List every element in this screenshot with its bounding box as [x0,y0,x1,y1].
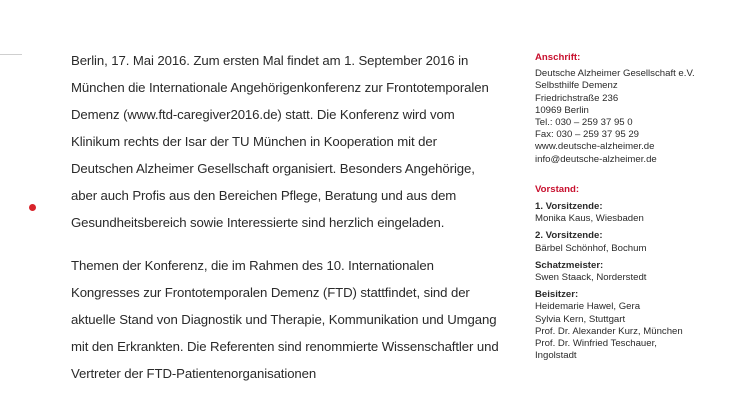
chair1-name: Monika Kaus, Wiesbaden [535,213,644,225]
fax-line: Fax: 030 – 259 37 95 29 [535,129,640,141]
assessor-name: Prof. Dr. Alexander Kurz, München [535,325,683,337]
paragraph-topics: Themen der Konferenz, die im Rahmen des 10. Internationalen Kongresses zur Frontotemporalen Demenz (FTD) stattfindet, sind der aktuelle Stand von Diagnostik und Therapie, Kommunikation und Umgang mit den Erkrankten. Die Referenten sind renommierte Wissenschaftler und Vertreter der FTD-Patientenorganisationen [71,258,499,381]
press-release-body [71,47,501,387]
chair2-name: Bärbel Schönhof, Bochum [535,242,647,254]
margin-rule [0,54,22,55]
assessors-label: Beisitzer: [535,289,579,301]
chair1-label: 1. Vorsitzende: [535,201,603,213]
red-dot-marker [29,204,36,211]
website-link[interactable]: www.deutsche-alzheimer.de [535,141,655,153]
address-block [535,68,740,166]
address-line: 10969 Berlin [535,104,589,116]
address-line: Selbsthilfe Demenz [535,80,618,92]
address-heading: Anschrift: [535,52,581,63]
phone-line: Tel.: 030 – 259 37 95 0 [535,117,633,129]
assessor-name: Prof. Dr. Winfried Teschauer, [535,338,657,350]
chair2-label: 2. Vorsitzende: [535,230,603,242]
paragraph-intro: Berlin, 17. Mai 2016. Zum ersten Mal findet am 1. September 2016 in München die Internationale Angehörigenkonferenz zur Frontotemporalen Demenz (www.ftd-caregiver2016.de) statt. Die Konferenz wird vom Klinikum rechts der Isar der TU München in Kooperation mit der Deutschen Alzheimer Gesellschaft organisiert. Besonders Angehörige, aber auch Profis aus den Bereichen Pflege, Beratung und aus dem Gesundheitsbereich sowie Interessierte sind herzlich eingeladen. [71,53,489,230]
assessor-name: Sylvia Kern, Stuttgart [535,313,626,325]
sidebar-letterhead [535,52,740,362]
assessor-name: Ingolstadt [535,350,577,362]
address-line: Friedrichstraße 236 [535,92,619,104]
board-heading: Vorstand: [535,183,580,195]
email-link[interactable]: info@deutsche-alzheimer.de [535,153,657,165]
address-line: Deutsche Alzheimer Gesellschaft e.V. [535,68,695,80]
treasurer-name: Swen Staack, Norderstedt [535,272,647,284]
treasurer-label: Schatzmeister: [535,259,604,271]
assessor-name: Heidemarie Hawel, Gera [535,301,641,313]
assessors-list [535,301,740,362]
